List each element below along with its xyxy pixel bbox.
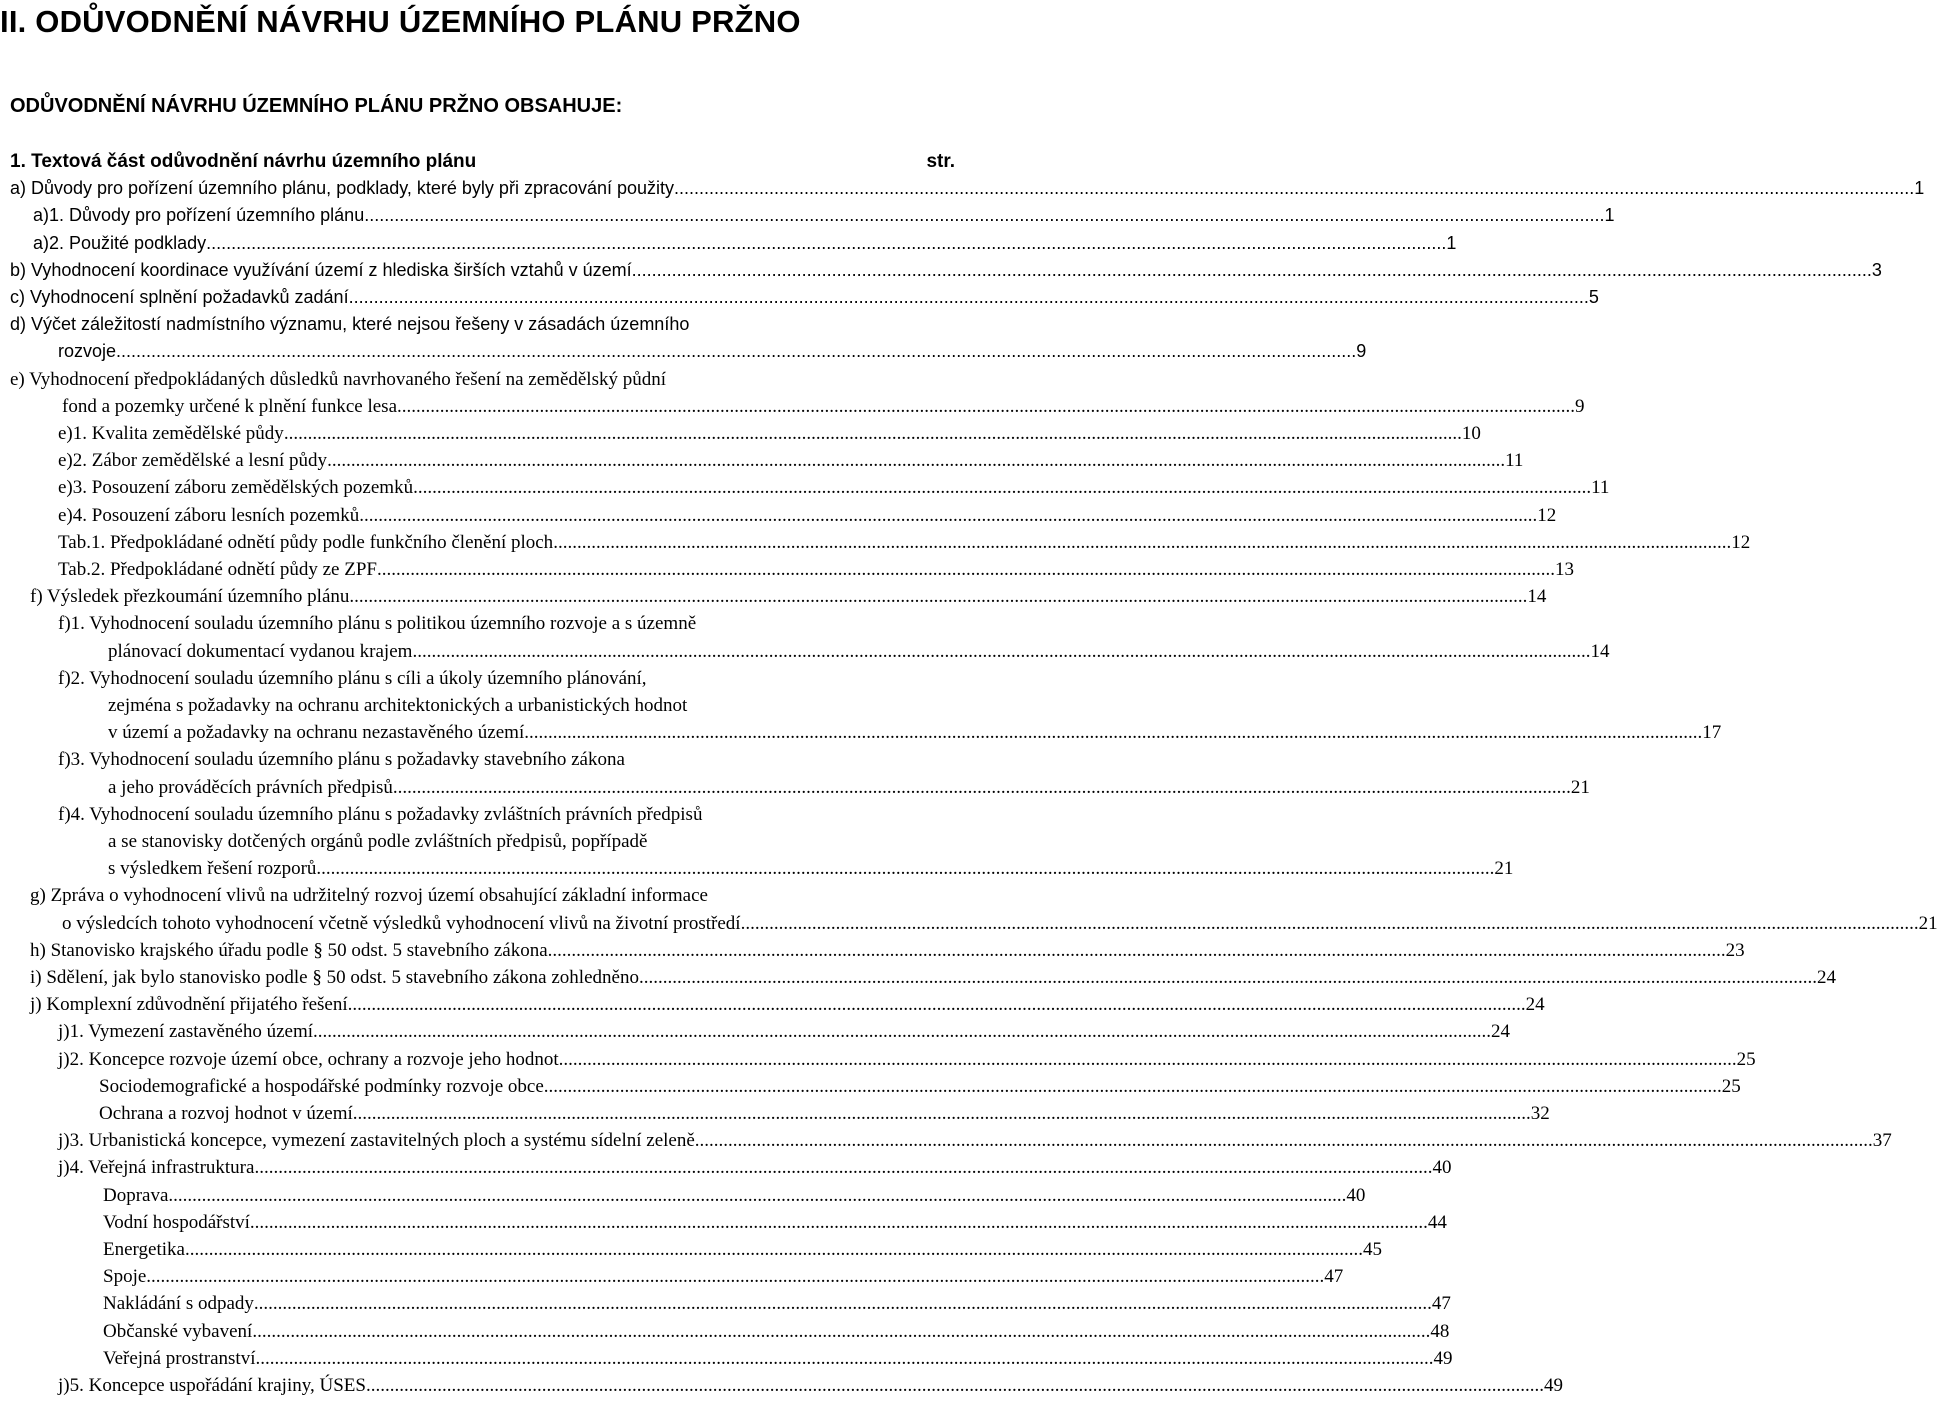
toc-entry[interactable] [10, 148, 955, 175]
toc-entry[interactable] [10, 284, 1599, 311]
toc-entry[interactable] [62, 910, 1938, 937]
toc-leader-dots [553, 529, 1731, 556]
toc-entry-title: f) Výsledek přezkoumání územního plánu [30, 586, 350, 607]
toc-entry-title: j)4. Veřejná infrastruktura [58, 1157, 255, 1178]
toc-page-number: 24 [1816, 967, 1836, 988]
toc-leader-dots [544, 1073, 1722, 1100]
toc-entry-title: Ochrana a rozvoj hodnot v území [99, 1103, 353, 1124]
toc-page-number: 24 [1491, 1021, 1510, 1042]
toc-entry-title: Tab.2. Předpokládané odnětí půdy ze ZPF [58, 559, 377, 580]
toc-entry-title: e)2. Zábor zemědělské a lesní půdy [58, 450, 328, 471]
toc-entry-title: j) Komplexní zdůvodnění přijatého řešení [30, 994, 348, 1015]
toc-leader-dots [377, 556, 1555, 583]
toc-entry[interactable] [30, 882, 955, 909]
toc-leader-dots [250, 1209, 1428, 1236]
toc-leader-dots [255, 1345, 1433, 1372]
toc-entry-title: f)1. Vyhodnocení souladu územního plánu s politikou územního rozvoje a s územně [58, 613, 697, 634]
toc-entry[interactable] [58, 556, 1574, 583]
toc-entry[interactable] [103, 1290, 1451, 1317]
toc-leader-dots [412, 638, 1590, 665]
toc-entry-title: s výsledkem řešení rozporů [108, 858, 317, 879]
toc-entry-title: Vodní hospodářství [103, 1212, 250, 1233]
toc-entry[interactable] [58, 610, 955, 637]
toc-page-number: 44 [1427, 1212, 1447, 1233]
toc-entry-title: d) Výčet záležitostí nadmístního významu, které nejsou řešeny v zásadách územního [10, 314, 690, 334]
toc-entry[interactable] [10, 257, 1882, 284]
toc-entry-title: Doprava [103, 1185, 169, 1206]
toc-entry-title: j)2. Koncepce rozvoje území obce, ochrany a rozvoje jeho hodnot [58, 1049, 559, 1070]
toc-entry-title: j)5. Koncepce uspořádání krajiny, ÚSES [58, 1375, 366, 1396]
toc-entry[interactable] [30, 991, 1545, 1018]
toc-page-number: 49 [1543, 1375, 1563, 1396]
toc-entry-title: a)1. Důvody pro pořízení územního plánu [33, 205, 365, 225]
toc-entry[interactable] [108, 692, 955, 719]
toc-entry[interactable] [58, 801, 955, 828]
toc-leader-dots [349, 284, 1589, 311]
toc-entry-title: i) Sdělení, jak bylo stanovisko podle § 50 odst. 5 stavebního zákona zohledněno [30, 967, 639, 988]
toc-entry-title: a)2. Použité podklady [33, 233, 207, 253]
toc-leader-dots [666, 366, 955, 393]
toc-entry[interactable] [30, 964, 1836, 991]
toc-leader-dots [632, 257, 1872, 284]
toc-page-number: 17 [1702, 722, 1722, 743]
toc-page-number: 13 [1554, 559, 1574, 580]
toc-page-number: 21 [1494, 858, 1514, 879]
toc-leader-dots [397, 393, 1575, 420]
toc-entry[interactable] [103, 1345, 1453, 1372]
toc-entry-title: 1. Textová část odůvodnění návrhu územního plánu [10, 151, 477, 172]
toc-leader-dots [696, 610, 955, 637]
toc-entry[interactable] [58, 1154, 1452, 1181]
toc-entry-title: e)1. Kvalita zemědělské půdy [58, 423, 284, 444]
toc-entry[interactable] [99, 1100, 1550, 1127]
toc-page-number: 3 [1871, 260, 1882, 280]
toc-entry[interactable] [103, 1318, 1450, 1345]
toc-entry-title: Spoje [103, 1266, 147, 1287]
toc-leader-dots [185, 1236, 1363, 1263]
toc-page-number: 45 [1362, 1239, 1382, 1260]
toc-page-number: 48 [1430, 1321, 1450, 1342]
toc-leader-dots [524, 719, 1702, 746]
toc-entry-title: e)3. Posouzení záboru zemědělských pozemků [58, 477, 414, 498]
toc-entry[interactable] [33, 202, 1615, 229]
toc-page-number: 12 [1731, 532, 1751, 553]
toc-page-number: 47 [1431, 1293, 1451, 1314]
toc-page-number: 47 [1324, 1266, 1344, 1287]
toc-entry-title: zejména s požadavky na ochranu architektonických a urbanistických hodnot [108, 695, 688, 716]
toc-page-number: 11 [1591, 477, 1610, 498]
toc-entry-title: j)1. Vymezení zastavěného území [58, 1021, 313, 1042]
toc-entry[interactable] [58, 746, 955, 773]
toc-leader-dots [206, 230, 1446, 257]
toc-leader-dots [364, 202, 1604, 229]
toc-page-number: 40 [1432, 1157, 1452, 1178]
document-title: II. ODŮVODNĚNÍ NÁVRHU ÚZEMNÍHO PLÁNU PRŽNO [0, 4, 801, 39]
toc-page-number: 9 [1356, 341, 1367, 361]
toc-page-number: str. [926, 151, 955, 172]
toc-leader-dots [476, 148, 926, 175]
toc-page-number: 5 [1588, 287, 1599, 307]
toc-leader-dots [674, 175, 1914, 202]
toc-entry-title: g) Zpráva o vyhodnocení vlivů na udržitelný rozvoj území obsahující základní informace [30, 885, 708, 906]
toc-leader-dots [702, 801, 955, 828]
toc-entry[interactable] [108, 719, 1722, 746]
toc-entry-title: f)3. Vyhodnocení souladu územního plánu s požadavky stavebního zákona [58, 749, 625, 770]
toc-entry-title: plánovací dokumentací vydanou krajem [108, 641, 413, 662]
toc-entry[interactable] [103, 1209, 1447, 1236]
toc-entry[interactable] [58, 420, 1481, 447]
toc-page-number: 1 [1446, 233, 1457, 253]
toc-entry[interactable] [10, 311, 955, 338]
toc-leader-dots [647, 665, 955, 692]
toc-entry[interactable] [58, 1127, 1892, 1154]
toc-page-number: 1 [1914, 178, 1925, 198]
toc-entry[interactable] [58, 1046, 1756, 1073]
toc-leader-dots [168, 1182, 1346, 1209]
toc-entry[interactable] [108, 855, 1514, 882]
contents-heading: ODŮVODNĚNÍ NÁVRHU ÚZEMNÍHO PLÁNU PRŽNO OBSAHUJE: [10, 95, 623, 117]
toc-leader-dots [284, 420, 1462, 447]
toc-leader-dots [695, 1127, 1873, 1154]
toc-entry-title: a se stanovisky dotčených orgánů podle zvláštních předpisů, popřípadě [108, 831, 648, 852]
toc-entry-title: c) Vyhodnocení splnění požadavků zadání [10, 287, 349, 307]
toc-page-number: 25 [1721, 1076, 1741, 1097]
toc-leader-dots [647, 828, 955, 855]
toc-entry[interactable] [58, 474, 1610, 501]
toc-entry-title: Energetika [103, 1239, 185, 1260]
toc-page-number: 23 [1725, 940, 1745, 961]
toc-entry[interactable] [108, 638, 1610, 665]
toc-leader-dots [254, 1290, 1432, 1317]
toc-leader-dots [548, 937, 1726, 964]
toc-entry-title: Tab.1. Předpokládané odnětí půdy podle funkčního členění ploch [58, 532, 554, 553]
toc-page-number: 14 [1590, 641, 1610, 662]
toc-entry-title: Sociodemografické a hospodářské podmínky rozvoje obce [99, 1076, 544, 1097]
toc-entry-title: a jeho prováděcích právních předpisů [108, 777, 393, 798]
toc-entry[interactable] [103, 1263, 1344, 1290]
toc-entry[interactable] [108, 774, 1590, 801]
toc-entry-title: Veřejná prostranství [103, 1348, 256, 1369]
toc-leader-dots [559, 1046, 1737, 1073]
toc-leader-dots [254, 1154, 1432, 1181]
toc-entry-title: h) Stanovisko krajského úřadu podle § 50 odst. 5 stavebního zákona [30, 940, 548, 961]
toc-entry[interactable] [108, 828, 955, 855]
toc-entry[interactable] [10, 366, 955, 393]
toc-entry[interactable] [58, 447, 1524, 474]
toc-entry-title: j)3. Urbanistická koncepce, vymezení zastavitelných ploch a systému sídelní zeleně [58, 1130, 695, 1151]
toc-page-number: 21 [1918, 913, 1938, 934]
toc-leader-dots [687, 692, 955, 719]
toc-page-number: 37 [1872, 1130, 1892, 1151]
toc-entry[interactable] [62, 393, 1585, 420]
toc-leader-dots [689, 311, 955, 338]
toc-entry[interactable] [30, 937, 1745, 964]
toc-page-number: 10 [1461, 423, 1481, 444]
toc-page-number: 25 [1736, 1049, 1756, 1070]
toc-leader-dots [639, 964, 1817, 991]
toc-entry-title: fond a pozemky určené k plnění funkce lesa [62, 396, 398, 417]
toc-entry-title: f)2. Vyhodnocení souladu územního plánu s cíli a úkoly územního plánování, [58, 668, 647, 689]
toc-entry[interactable] [103, 1182, 1366, 1209]
toc-entry-title: e)4. Posouzení záboru lesních pozemků [58, 505, 360, 526]
toc-page-number: 21 [1570, 777, 1590, 798]
toc-leader-dots [252, 1318, 1430, 1345]
toc-entry[interactable] [99, 1073, 1741, 1100]
toc-page-number: 14 [1527, 586, 1547, 607]
toc-page-number: 32 [1530, 1103, 1550, 1124]
toc-entry-title: Občanské vybavení [103, 1321, 253, 1342]
toc-entry-title: v území a požadavky na ochranu nezastavěného území [108, 722, 525, 743]
toc-page-number: 24 [1525, 994, 1545, 1015]
toc-page-number: 49 [1433, 1348, 1453, 1369]
toc-entry[interactable] [58, 338, 1367, 365]
toc-entry[interactable] [58, 665, 955, 692]
toc-entry-title: o výsledcích tohoto vyhodnocení včetně výsledků vyhodnocení vlivů na životní prostředí [62, 913, 741, 934]
toc-leader-dots [313, 1018, 1491, 1045]
toc-page-number: 9 [1575, 396, 1585, 417]
toc-entry[interactable] [58, 529, 1751, 556]
toc-leader-dots [316, 855, 1494, 882]
toc-leader-dots [366, 1372, 1544, 1399]
toc-leader-dots [327, 447, 1505, 474]
toc-entry-title: rozvoje [58, 341, 117, 361]
toc-entry[interactable] [30, 583, 1547, 610]
toc-leader-dots [359, 502, 1537, 529]
toc-leader-dots [353, 1100, 1531, 1127]
toc-entry[interactable] [58, 502, 1557, 529]
toc-entry-title: a) Důvody pro pořízení územního plánu, podklady, které byly při zpracování použity [10, 178, 675, 198]
toc-page-number: 1 [1604, 205, 1615, 225]
toc-leader-dots [349, 583, 1527, 610]
toc-leader-dots [625, 746, 955, 773]
toc-entry-title: e) Vyhodnocení předpokládaných důsledků navrhovaného řešení na zemědělský půdní [10, 369, 667, 390]
toc-leader-dots [393, 774, 1571, 801]
toc-entry[interactable] [10, 175, 1925, 202]
toc-page-number: 11 [1505, 450, 1524, 471]
toc-entry[interactable] [58, 1018, 1510, 1045]
toc-entry-title: b) Vyhodnocení koordinace využívání území z hlediska širších vztahů v území [10, 260, 632, 280]
toc-leader-dots [348, 991, 1526, 1018]
toc-entry[interactable] [103, 1236, 1382, 1263]
toc-leader-dots [708, 882, 955, 909]
toc-leader-dots [741, 910, 1919, 937]
toc-page-number: 40 [1346, 1185, 1366, 1206]
toc-entry-title: Nakládání s odpady [103, 1293, 254, 1314]
toc-page-number: 12 [1537, 505, 1557, 526]
toc-leader-dots [116, 338, 1356, 365]
toc-leader-dots [413, 474, 1591, 501]
toc-entry[interactable] [33, 230, 1457, 257]
toc-leader-dots [146, 1263, 1324, 1290]
toc-entry-title: f)4. Vyhodnocení souladu územního plánu s požadavky zvláštních právních předpisů [58, 804, 703, 825]
toc-entry[interactable] [58, 1372, 1563, 1399]
